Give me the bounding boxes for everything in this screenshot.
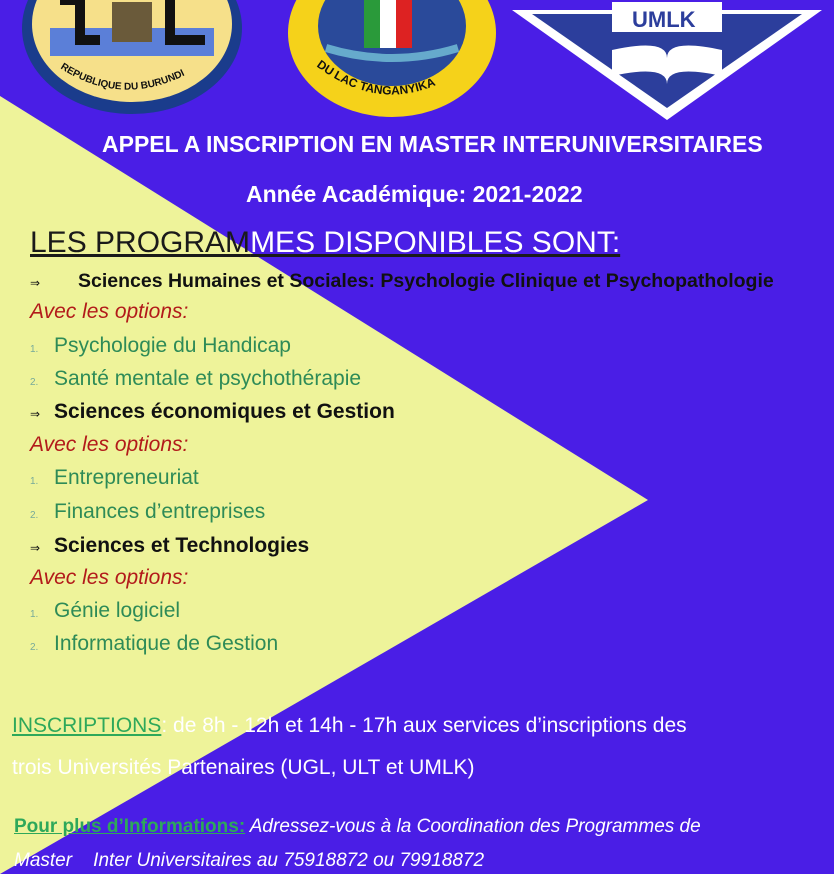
program-1-options-label: Avec les options:	[30, 300, 189, 323]
info-text: Adressez-vous à la Coordination des Programmes de	[245, 816, 701, 837]
arrow-icon: ⇒	[30, 541, 41, 555]
inscriptions-label: INSCRIPTIONS	[12, 714, 162, 737]
option-label: Santé mentale et psychothérapie	[54, 367, 362, 390]
logo-center-text: DU LAC TANGANYIKA	[314, 57, 438, 98]
option-label: Psychologie du Handicap	[54, 334, 291, 357]
list-number: 1.	[30, 609, 39, 620]
option-label: Génie logiciel	[54, 599, 181, 622]
list-number: 2.	[30, 510, 39, 521]
program-1-option-2	[30, 367, 361, 391]
arrow-icon: ⇒	[30, 276, 41, 290]
program-3-options-label: Avec les options:	[30, 566, 189, 589]
inscriptions-line-2: trois Universités Partenaires (UGL, ULT et UMLK)	[12, 756, 475, 779]
academic-year: Année Académique: 2021-2022	[246, 181, 583, 207]
program-1-name: Sciences Humaines et Sociales: Psychologie Clinique et Psychopathologie	[78, 270, 774, 292]
program-3-option-1	[30, 599, 180, 623]
option-label: Entrepreneuriat	[54, 466, 199, 489]
list-number: 2.	[30, 642, 39, 653]
program-3-name: Sciences et Technologies	[54, 534, 310, 557]
logo-left-text: REPUBLIQUE DU BURUNDI	[58, 61, 187, 93]
program-2-option-1	[30, 466, 199, 490]
universite-logo-left	[20, 0, 244, 116]
logo-right-text: UMLK	[632, 7, 696, 32]
programs-heading	[30, 226, 620, 260]
program-1-option-1	[30, 334, 291, 358]
info-line-1	[14, 816, 701, 838]
list-number: 1.	[30, 476, 39, 487]
inscriptions-line-1	[12, 714, 687, 738]
option-label: Finances d’entreprises	[54, 500, 266, 523]
option-label: Informatique de Gestion	[54, 632, 279, 655]
program-2-options-label: Avec les options:	[30, 433, 189, 456]
list-number: 2.	[30, 377, 39, 388]
program-2-option-2	[30, 500, 265, 524]
universite-logo-right	[512, 0, 822, 120]
program-2-name: Sciences économiques et Gestion	[54, 400, 395, 423]
info-line-2: Master Inter Universitaires au 75918872 ou 79918872	[14, 850, 485, 871]
info-label: Pour plus d’Informations:	[14, 816, 246, 837]
programs-heading-part-b: MES DISPONIBLES SONT:	[250, 226, 621, 259]
list-number: 1.	[30, 344, 39, 355]
programs-heading-part-a: LES PROGRAM	[30, 226, 251, 259]
program-1	[30, 270, 774, 293]
program-3	[30, 534, 309, 558]
arrow-icon: ⇒	[30, 407, 41, 421]
program-3-option-2	[30, 632, 278, 656]
inscriptions-hours: : de 8h - 12h et 14h - 17h aux services d’inscriptions des	[161, 714, 687, 737]
universite-logo-center	[286, 0, 498, 118]
program-2	[30, 400, 395, 424]
page-title: APPEL A INSCRIPTION EN MASTER INTERUNIVERSITAIRES	[102, 131, 763, 157]
